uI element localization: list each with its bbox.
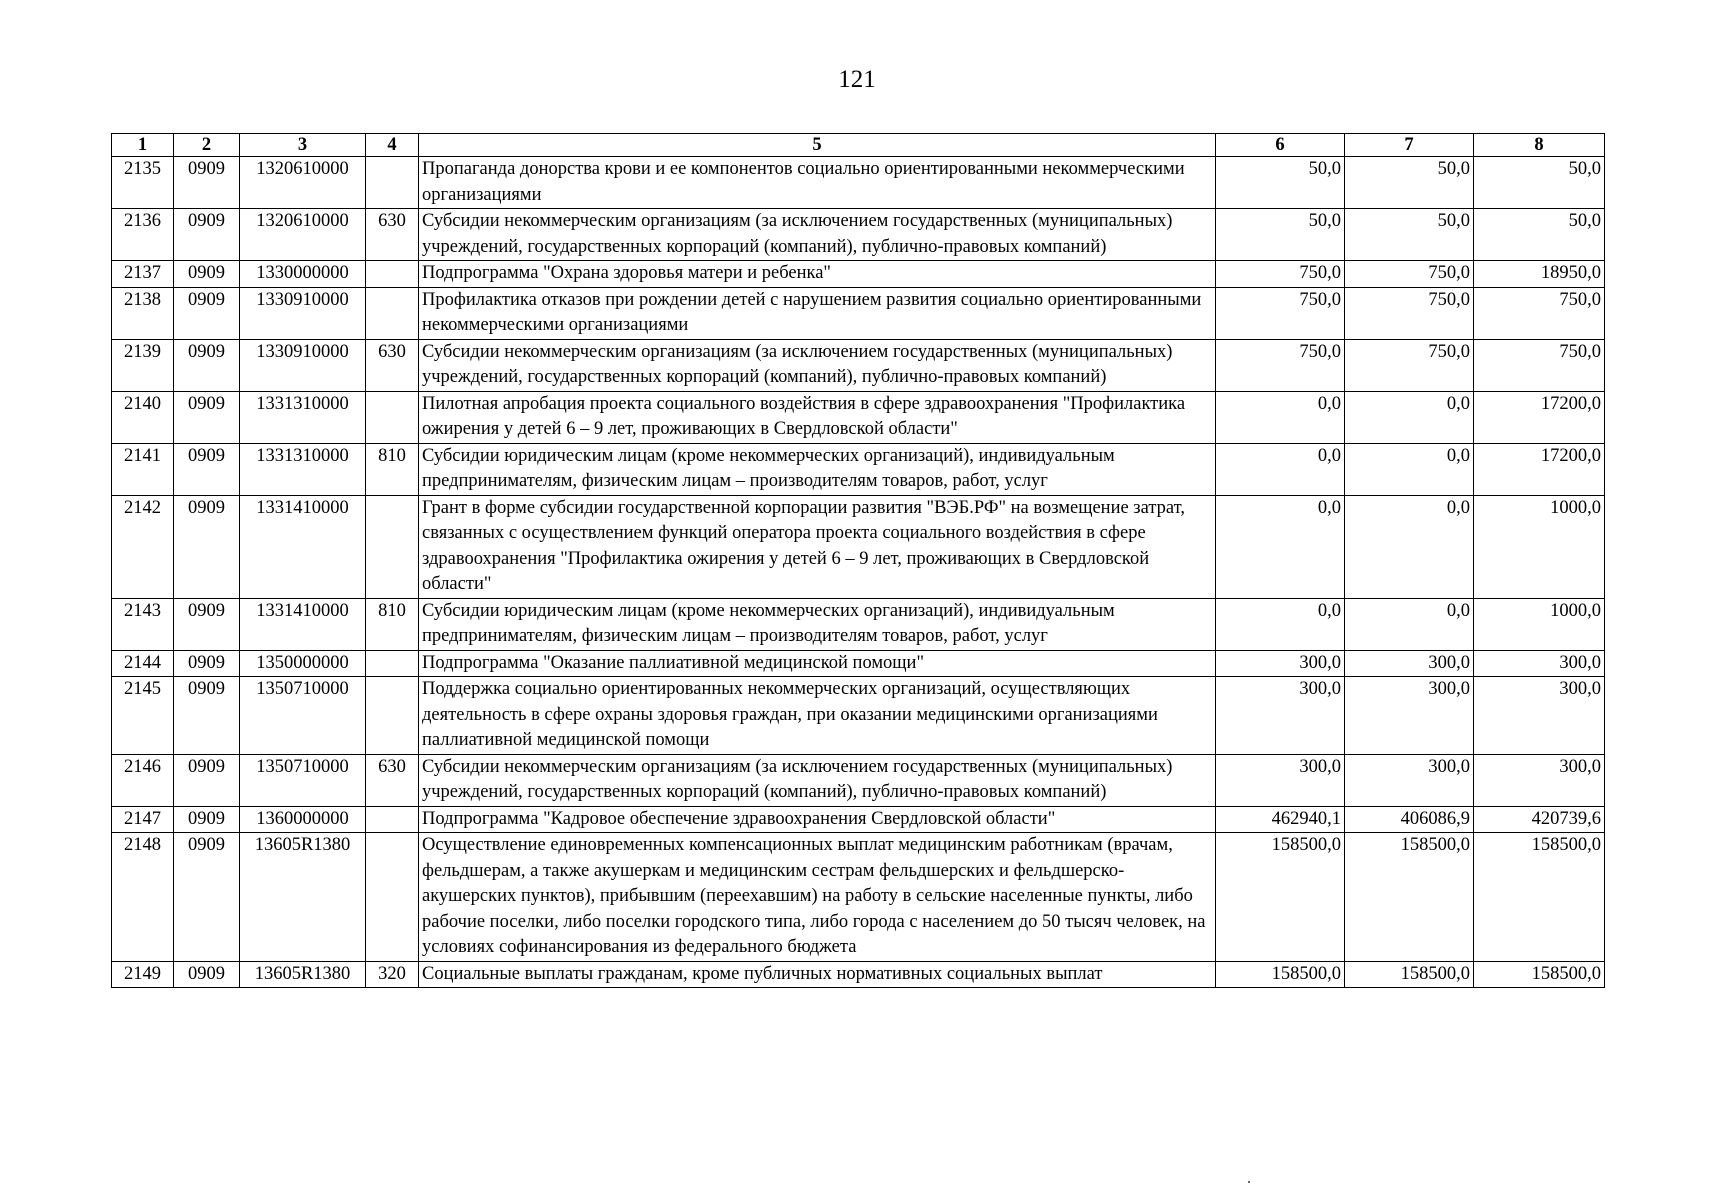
- amount-year1-cell: 0,0: [1216, 495, 1345, 598]
- section-code-cell: 0909: [174, 754, 240, 806]
- scan-speck: [1248, 1181, 1250, 1183]
- table-row: [112, 677, 1605, 755]
- item-name-cell: Профилактика отказов при рождении детей с нарушением развития социально ориентированными некоммерческими организациями: [419, 287, 1216, 339]
- expense-type-cell: [366, 650, 419, 677]
- table-row: [112, 754, 1605, 806]
- amount-year3-cell: 158500,0: [1474, 961, 1605, 988]
- item-name-cell: Субсидии некоммерческим организациям (за исключением государственных (муниципальных) учреждений, государственных корпораций (компаний), публично-правовых компаний): [419, 754, 1216, 806]
- amount-year1-cell: 300,0: [1216, 650, 1345, 677]
- item-name-cell: Субсидии юридическим лицам (кроме некоммерческих организаций), индивидуальным предпринимателям, физическим лицам – производителям товаров, работ, услуг: [419, 598, 1216, 650]
- column-header: 8: [1474, 134, 1605, 157]
- table-row: [112, 287, 1605, 339]
- amount-year3-cell: 750,0: [1474, 339, 1605, 391]
- target-article-cell: 1331310000: [240, 391, 366, 443]
- expense-type-cell: 630: [366, 209, 419, 261]
- row-number-cell: 2138: [112, 287, 174, 339]
- target-article-cell: 13605R1380: [240, 833, 366, 962]
- amount-year2-cell: 750,0: [1345, 339, 1474, 391]
- section-code-cell: 0909: [174, 677, 240, 755]
- amount-year1-cell: 158500,0: [1216, 833, 1345, 962]
- amount-year3-cell: 1000,0: [1474, 495, 1605, 598]
- item-name-cell: Социальные выплаты гражданам, кроме публичных нормативных социальных выплат: [419, 961, 1216, 988]
- table-row: [112, 339, 1605, 391]
- table-row: [112, 598, 1605, 650]
- amount-year3-cell: 17200,0: [1474, 391, 1605, 443]
- amount-year3-cell: 750,0: [1474, 287, 1605, 339]
- table-row: [112, 209, 1605, 261]
- row-number-cell: 2149: [112, 961, 174, 988]
- amount-year1-cell: 0,0: [1216, 391, 1345, 443]
- column-header: 5: [419, 134, 1216, 157]
- amount-year2-cell: 50,0: [1345, 157, 1474, 209]
- amount-year2-cell: 0,0: [1345, 391, 1474, 443]
- column-header: 6: [1216, 134, 1345, 157]
- amount-year3-cell: 158500,0: [1474, 833, 1605, 962]
- row-number-cell: 2137: [112, 261, 174, 288]
- section-code-cell: 0909: [174, 650, 240, 677]
- page-number: 121: [838, 66, 876, 93]
- item-name-cell: Подпрограмма "Кадровое обеспечение здравоохранения Свердловской области": [419, 806, 1216, 833]
- expense-type-cell: [366, 287, 419, 339]
- item-name-cell: Осуществление единовременных компенсационных выплат медицинским работникам (врачам, фельдшерам, а также акушеркам и медицинским сестрам фельдшерских и фельдшерско-акушерских пунктов), прибывшим (переехавшим) на работу в сельские населенные пункты, либо рабочие поселки, либо поселки городского типа, либо города с населением до 50 тысяч человек, на условиях софинансирования из федерального бюджета: [419, 833, 1216, 962]
- item-name-cell: Грант в форме субсидии государственной корпорации развития "ВЭБ.РФ" на возмещение затрат, связанных с осуществлением функций оператора проекта социального воздействия в сфере здравоохранения "Профилактика ожирения у детей 6 – 9 лет, проживающих в Свердловской области": [419, 495, 1216, 598]
- amount-year3-cell: 420739,6: [1474, 806, 1605, 833]
- section-code-cell: 0909: [174, 209, 240, 261]
- row-number-cell: 2139: [112, 339, 174, 391]
- item-name-cell: Подпрограмма "Оказание паллиативной медицинской помощи": [419, 650, 1216, 677]
- table-row: [112, 961, 1605, 988]
- row-number-cell: 2141: [112, 443, 174, 495]
- amount-year1-cell: 158500,0: [1216, 961, 1345, 988]
- table-row: [112, 157, 1605, 209]
- target-article-cell: 1320610000: [240, 157, 366, 209]
- row-number-cell: 2135: [112, 157, 174, 209]
- row-number-cell: 2148: [112, 833, 174, 962]
- amount-year3-cell: 18950,0: [1474, 261, 1605, 288]
- amount-year2-cell: 750,0: [1345, 261, 1474, 288]
- target-article-cell: 1331310000: [240, 443, 366, 495]
- amount-year2-cell: 300,0: [1345, 650, 1474, 677]
- target-article-cell: 1331410000: [240, 495, 366, 598]
- section-code-cell: 0909: [174, 339, 240, 391]
- target-article-cell: 1330910000: [240, 339, 366, 391]
- table-row: [112, 833, 1605, 962]
- budget-table: [111, 133, 1605, 988]
- amount-year3-cell: 300,0: [1474, 650, 1605, 677]
- table-row: [112, 806, 1605, 833]
- expense-type-cell: 810: [366, 598, 419, 650]
- row-number-cell: 2146: [112, 754, 174, 806]
- amount-year3-cell: 1000,0: [1474, 598, 1605, 650]
- section-code-cell: 0909: [174, 287, 240, 339]
- section-code-cell: 0909: [174, 833, 240, 962]
- target-article-cell: 1360000000: [240, 806, 366, 833]
- amount-year2-cell: 158500,0: [1345, 961, 1474, 988]
- expense-type-cell: [366, 677, 419, 755]
- amount-year3-cell: 50,0: [1474, 157, 1605, 209]
- column-header: 3: [240, 134, 366, 157]
- target-article-cell: 1320610000: [240, 209, 366, 261]
- expense-type-cell: [366, 833, 419, 962]
- row-number-cell: 2140: [112, 391, 174, 443]
- expense-type-cell: 630: [366, 339, 419, 391]
- column-header: 1: [112, 134, 174, 157]
- item-name-cell: Субсидии некоммерческим организациям (за исключением государственных (муниципальных) учреждений, государственных корпораций (компаний), публично-правовых компаний): [419, 209, 1216, 261]
- amount-year3-cell: 300,0: [1474, 677, 1605, 755]
- column-header: 4: [366, 134, 419, 157]
- amount-year2-cell: 0,0: [1345, 443, 1474, 495]
- section-code-cell: 0909: [174, 598, 240, 650]
- expense-type-cell: [366, 261, 419, 288]
- target-article-cell: 1330000000: [240, 261, 366, 288]
- amount-year2-cell: 0,0: [1345, 598, 1474, 650]
- table-row: [112, 495, 1605, 598]
- target-article-cell: 13605R1380: [240, 961, 366, 988]
- row-number-cell: 2142: [112, 495, 174, 598]
- expense-type-cell: [366, 806, 419, 833]
- expense-type-cell: 320: [366, 961, 419, 988]
- amount-year2-cell: 300,0: [1345, 754, 1474, 806]
- column-header: 7: [1345, 134, 1474, 157]
- section-code-cell: 0909: [174, 157, 240, 209]
- amount-year1-cell: 300,0: [1216, 754, 1345, 806]
- expense-type-cell: [366, 157, 419, 209]
- amount-year1-cell: 750,0: [1216, 339, 1345, 391]
- item-name-cell: Пилотная апробация проекта социального воздействия в сфере здравоохранения "Профилактика ожирения у детей 6 – 9 лет, проживающих в Свердловской области": [419, 391, 1216, 443]
- expense-type-cell: 630: [366, 754, 419, 806]
- amount-year1-cell: 300,0: [1216, 677, 1345, 755]
- item-name-cell: Субсидии некоммерческим организациям (за исключением государственных (муниципальных) учреждений, государственных корпораций (компаний), публично-правовых компаний): [419, 339, 1216, 391]
- amount-year1-cell: 0,0: [1216, 598, 1345, 650]
- table-row: [112, 443, 1605, 495]
- target-article-cell: 1330910000: [240, 287, 366, 339]
- row-number-cell: 2145: [112, 677, 174, 755]
- table-row: [112, 261, 1605, 288]
- amount-year1-cell: 50,0: [1216, 209, 1345, 261]
- amount-year2-cell: 0,0: [1345, 495, 1474, 598]
- expense-type-cell: 810: [366, 443, 419, 495]
- amount-year2-cell: 50,0: [1345, 209, 1474, 261]
- section-code-cell: 0909: [174, 261, 240, 288]
- amount-year3-cell: 300,0: [1474, 754, 1605, 806]
- amount-year1-cell: 750,0: [1216, 261, 1345, 288]
- table-row: [112, 650, 1605, 677]
- header-row: [112, 134, 1605, 157]
- amount-year1-cell: 50,0: [1216, 157, 1345, 209]
- section-code-cell: 0909: [174, 495, 240, 598]
- amount-year1-cell: 0,0: [1216, 443, 1345, 495]
- column-header: 2: [174, 134, 240, 157]
- amount-year2-cell: 158500,0: [1345, 833, 1474, 962]
- amount-year2-cell: 406086,9: [1345, 806, 1474, 833]
- section-code-cell: 0909: [174, 961, 240, 988]
- table-body: [112, 157, 1605, 988]
- expense-type-cell: [366, 391, 419, 443]
- section-code-cell: 0909: [174, 443, 240, 495]
- row-number-cell: 2136: [112, 209, 174, 261]
- row-number-cell: 2144: [112, 650, 174, 677]
- amount-year3-cell: 50,0: [1474, 209, 1605, 261]
- expense-type-cell: [366, 495, 419, 598]
- amount-year1-cell: 750,0: [1216, 287, 1345, 339]
- target-article-cell: 1331410000: [240, 598, 366, 650]
- target-article-cell: 1350710000: [240, 754, 366, 806]
- target-article-cell: 1350710000: [240, 677, 366, 755]
- table-row: [112, 391, 1605, 443]
- section-code-cell: 0909: [174, 806, 240, 833]
- item-name-cell: Пропаганда донорства крови и ее компонентов социально ориентированными некоммерческими организациями: [419, 157, 1216, 209]
- amount-year2-cell: 750,0: [1345, 287, 1474, 339]
- amount-year3-cell: 17200,0: [1474, 443, 1605, 495]
- item-name-cell: Подпрограмма "Охрана здоровья матери и ребенка": [419, 261, 1216, 288]
- row-number-cell: 2147: [112, 806, 174, 833]
- amount-year2-cell: 300,0: [1345, 677, 1474, 755]
- item-name-cell: Поддержка социально ориентированных некоммерческих организаций, осуществляющих деятельность в сфере охраны здоровья граждан, при оказании медицинскими организациями паллиативной медицинской помощи: [419, 677, 1216, 755]
- row-number-cell: 2143: [112, 598, 174, 650]
- item-name-cell: Субсидии юридическим лицам (кроме некоммерческих организаций), индивидуальным предпринимателям, физическим лицам – производителям товаров, работ, услуг: [419, 443, 1216, 495]
- target-article-cell: 1350000000: [240, 650, 366, 677]
- section-code-cell: 0909: [174, 391, 240, 443]
- amount-year1-cell: 462940,1: [1216, 806, 1345, 833]
